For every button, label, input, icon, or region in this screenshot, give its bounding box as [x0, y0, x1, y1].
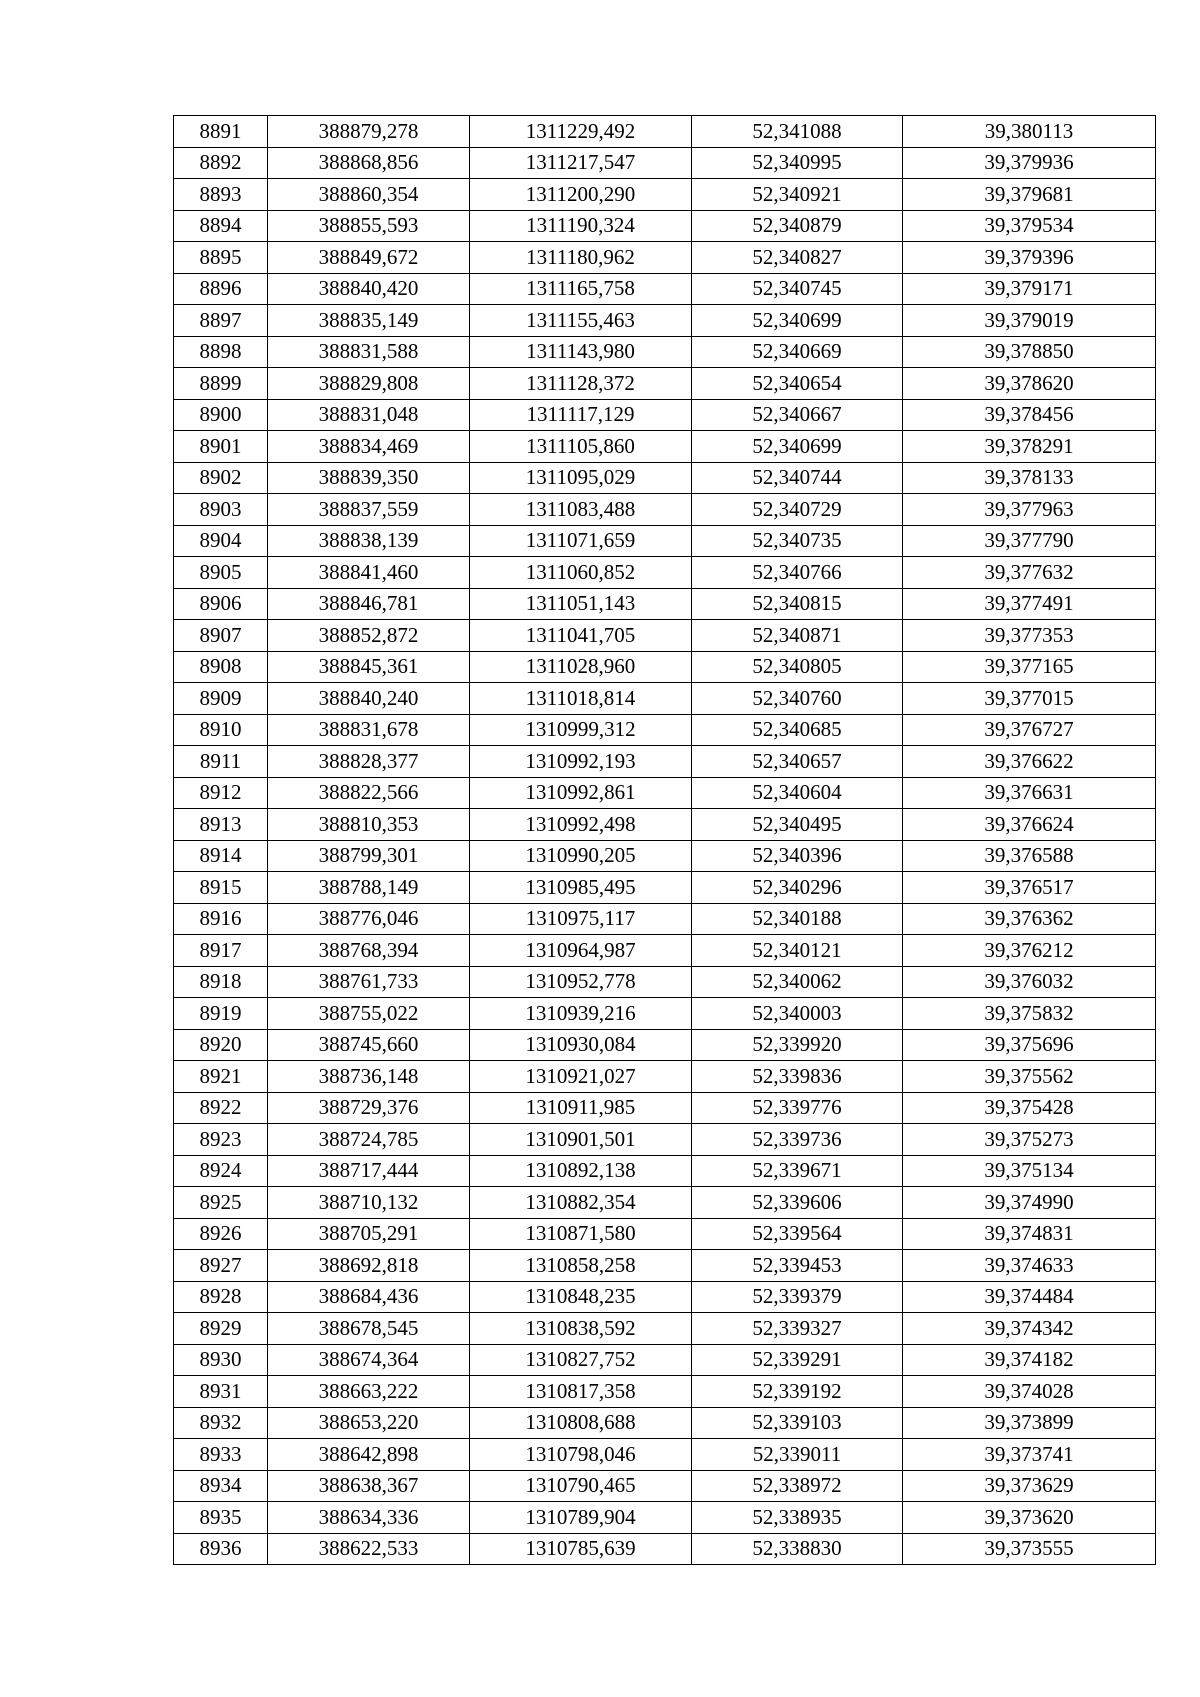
x-coordinate-cell: 388855,593 — [268, 210, 470, 242]
longitude-cell: 39,378456 — [903, 399, 1156, 431]
y-coordinate-cell: 1310817,358 — [470, 1376, 692, 1408]
y-coordinate-cell: 1310798,046 — [470, 1439, 692, 1471]
longitude-cell: 39,375832 — [903, 998, 1156, 1030]
x-coordinate-cell: 388829,808 — [268, 368, 470, 400]
longitude-cell: 39,374633 — [903, 1250, 1156, 1282]
longitude-cell: 39,373555 — [903, 1533, 1156, 1565]
latitude-cell: 52,339192 — [692, 1376, 903, 1408]
point-number-cell: 8897 — [174, 305, 268, 337]
table-row — [174, 588, 1156, 620]
table-row — [174, 1250, 1156, 1282]
point-number-cell: 8918 — [174, 966, 268, 998]
point-number-cell: 8925 — [174, 1187, 268, 1219]
y-coordinate-cell: 1310808,688 — [470, 1407, 692, 1439]
table-row — [174, 683, 1156, 715]
latitude-cell: 52,339327 — [692, 1313, 903, 1345]
table-row — [174, 840, 1156, 872]
y-coordinate-cell: 1310985,495 — [470, 872, 692, 904]
latitude-cell: 52,341088 — [692, 116, 903, 148]
y-coordinate-cell: 1310999,312 — [470, 714, 692, 746]
longitude-cell: 39,374342 — [903, 1313, 1156, 1345]
y-coordinate-cell: 1310789,904 — [470, 1502, 692, 1534]
latitude-cell: 52,340604 — [692, 777, 903, 809]
point-number-cell: 8914 — [174, 840, 268, 872]
y-coordinate-cell: 1310827,752 — [470, 1344, 692, 1376]
x-coordinate-cell: 388868,856 — [268, 147, 470, 179]
x-coordinate-cell: 388788,149 — [268, 872, 470, 904]
latitude-cell: 52,340729 — [692, 494, 903, 526]
y-coordinate-cell: 1310930,084 — [470, 1029, 692, 1061]
point-number-cell: 8911 — [174, 746, 268, 778]
latitude-cell: 52,340669 — [692, 336, 903, 368]
longitude-cell: 39,374028 — [903, 1376, 1156, 1408]
x-coordinate-cell: 388678,545 — [268, 1313, 470, 1345]
latitude-cell: 52,340699 — [692, 431, 903, 463]
table-row — [174, 557, 1156, 589]
longitude-cell: 39,379396 — [903, 242, 1156, 274]
latitude-cell: 52,339736 — [692, 1124, 903, 1156]
y-coordinate-cell: 1310911,985 — [470, 1092, 692, 1124]
table-row — [174, 1218, 1156, 1250]
y-coordinate-cell: 1311028,960 — [470, 651, 692, 683]
point-number-cell: 8933 — [174, 1439, 268, 1471]
longitude-cell: 39,378620 — [903, 368, 1156, 400]
longitude-cell: 39,379019 — [903, 305, 1156, 337]
y-coordinate-cell: 1311217,547 — [470, 147, 692, 179]
point-number-cell: 8894 — [174, 210, 268, 242]
x-coordinate-cell: 388761,733 — [268, 966, 470, 998]
point-number-cell: 8901 — [174, 431, 268, 463]
table-row — [174, 305, 1156, 337]
point-number-cell: 8928 — [174, 1281, 268, 1313]
longitude-cell: 39,374182 — [903, 1344, 1156, 1376]
latitude-cell: 52,339776 — [692, 1092, 903, 1124]
longitude-cell: 39,377353 — [903, 620, 1156, 652]
latitude-cell: 52,338972 — [692, 1470, 903, 1502]
table-row — [174, 1533, 1156, 1565]
table-row — [174, 903, 1156, 935]
latitude-cell: 52,340995 — [692, 147, 903, 179]
point-number-cell: 8912 — [174, 777, 268, 809]
latitude-cell: 52,340827 — [692, 242, 903, 274]
x-coordinate-cell: 388705,291 — [268, 1218, 470, 1250]
table-row — [174, 1281, 1156, 1313]
point-number-cell: 8908 — [174, 651, 268, 683]
table-row — [174, 494, 1156, 526]
y-coordinate-cell: 1311180,962 — [470, 242, 692, 274]
x-coordinate-cell: 388828,377 — [268, 746, 470, 778]
latitude-cell: 52,339606 — [692, 1187, 903, 1219]
table-row — [174, 872, 1156, 904]
x-coordinate-cell: 388822,566 — [268, 777, 470, 809]
table-row — [174, 368, 1156, 400]
y-coordinate-cell: 1310939,216 — [470, 998, 692, 1030]
table-row — [174, 1155, 1156, 1187]
x-coordinate-cell: 388638,367 — [268, 1470, 470, 1502]
latitude-cell: 52,339103 — [692, 1407, 903, 1439]
x-coordinate-cell: 388724,785 — [268, 1124, 470, 1156]
longitude-cell: 39,377963 — [903, 494, 1156, 526]
latitude-cell: 52,340667 — [692, 399, 903, 431]
point-number-cell: 8924 — [174, 1155, 268, 1187]
longitude-cell: 39,377165 — [903, 651, 1156, 683]
latitude-cell: 52,340879 — [692, 210, 903, 242]
latitude-cell: 52,339920 — [692, 1029, 903, 1061]
longitude-cell: 39,375428 — [903, 1092, 1156, 1124]
table-row — [174, 116, 1156, 148]
point-number-cell: 8921 — [174, 1061, 268, 1093]
table-row — [174, 1061, 1156, 1093]
point-number-cell: 8936 — [174, 1533, 268, 1565]
x-coordinate-cell: 388840,420 — [268, 273, 470, 305]
table-row — [174, 1029, 1156, 1061]
longitude-cell: 39,378850 — [903, 336, 1156, 368]
x-coordinate-cell: 388663,222 — [268, 1376, 470, 1408]
latitude-cell: 52,340657 — [692, 746, 903, 778]
point-number-cell: 8923 — [174, 1124, 268, 1156]
table-row — [174, 777, 1156, 809]
y-coordinate-cell: 1310952,778 — [470, 966, 692, 998]
x-coordinate-cell: 388768,394 — [268, 935, 470, 967]
x-coordinate-cell: 388736,148 — [268, 1061, 470, 1093]
y-coordinate-cell: 1310858,258 — [470, 1250, 692, 1282]
longitude-cell: 39,379534 — [903, 210, 1156, 242]
x-coordinate-cell: 388838,139 — [268, 525, 470, 557]
x-coordinate-cell: 388839,350 — [268, 462, 470, 494]
point-number-cell: 8909 — [174, 683, 268, 715]
table-row — [174, 210, 1156, 242]
x-coordinate-cell: 388622,533 — [268, 1533, 470, 1565]
x-coordinate-cell: 388653,220 — [268, 1407, 470, 1439]
latitude-cell: 52,340495 — [692, 809, 903, 841]
latitude-cell: 52,339011 — [692, 1439, 903, 1471]
longitude-cell: 39,376631 — [903, 777, 1156, 809]
latitude-cell: 52,340871 — [692, 620, 903, 652]
longitude-cell: 39,379171 — [903, 273, 1156, 305]
table-row — [174, 1376, 1156, 1408]
y-coordinate-cell: 1311060,852 — [470, 557, 692, 589]
latitude-cell: 52,340735 — [692, 525, 903, 557]
longitude-cell: 39,378291 — [903, 431, 1156, 463]
table-row — [174, 399, 1156, 431]
longitude-cell: 39,376588 — [903, 840, 1156, 872]
y-coordinate-cell: 1310921,027 — [470, 1061, 692, 1093]
latitude-cell: 52,339379 — [692, 1281, 903, 1313]
point-number-cell: 8904 — [174, 525, 268, 557]
x-coordinate-cell: 388831,678 — [268, 714, 470, 746]
point-number-cell: 8892 — [174, 147, 268, 179]
table-row — [174, 1407, 1156, 1439]
y-coordinate-cell: 1311165,758 — [470, 273, 692, 305]
longitude-cell: 39,373741 — [903, 1439, 1156, 1471]
point-number-cell: 8903 — [174, 494, 268, 526]
table-row — [174, 746, 1156, 778]
longitude-cell: 39,377015 — [903, 683, 1156, 715]
x-coordinate-cell: 388840,240 — [268, 683, 470, 715]
x-coordinate-cell: 388692,818 — [268, 1250, 470, 1282]
point-number-cell: 8910 — [174, 714, 268, 746]
x-coordinate-cell: 388674,364 — [268, 1344, 470, 1376]
longitude-cell: 39,375273 — [903, 1124, 1156, 1156]
x-coordinate-cell: 388684,436 — [268, 1281, 470, 1313]
point-number-cell: 8932 — [174, 1407, 268, 1439]
x-coordinate-cell: 388837,559 — [268, 494, 470, 526]
point-number-cell: 8917 — [174, 935, 268, 967]
longitude-cell: 39,376622 — [903, 746, 1156, 778]
x-coordinate-cell: 388860,354 — [268, 179, 470, 211]
longitude-cell: 39,375562 — [903, 1061, 1156, 1093]
latitude-cell: 52,340062 — [692, 966, 903, 998]
longitude-cell: 39,379681 — [903, 179, 1156, 211]
x-coordinate-cell: 388717,444 — [268, 1155, 470, 1187]
latitude-cell: 52,340296 — [692, 872, 903, 904]
y-coordinate-cell: 1310992,861 — [470, 777, 692, 809]
longitude-cell: 39,376212 — [903, 935, 1156, 967]
latitude-cell: 52,339564 — [692, 1218, 903, 1250]
latitude-cell: 52,340188 — [692, 903, 903, 935]
longitude-cell: 39,376727 — [903, 714, 1156, 746]
x-coordinate-cell: 388845,361 — [268, 651, 470, 683]
y-coordinate-cell: 1310848,235 — [470, 1281, 692, 1313]
table-row — [174, 273, 1156, 305]
longitude-cell: 39,376517 — [903, 872, 1156, 904]
x-coordinate-cell: 388846,781 — [268, 588, 470, 620]
x-coordinate-cell: 388729,376 — [268, 1092, 470, 1124]
y-coordinate-cell: 1310964,987 — [470, 935, 692, 967]
point-number-cell: 8896 — [174, 273, 268, 305]
point-number-cell: 8929 — [174, 1313, 268, 1345]
y-coordinate-cell: 1311190,324 — [470, 210, 692, 242]
longitude-cell: 39,375134 — [903, 1155, 1156, 1187]
longitude-cell: 39,379936 — [903, 147, 1156, 179]
point-number-cell: 8934 — [174, 1470, 268, 1502]
coordinates-table — [173, 115, 1156, 1565]
latitude-cell: 52,339453 — [692, 1250, 903, 1282]
y-coordinate-cell: 1311229,492 — [470, 116, 692, 148]
point-number-cell: 8920 — [174, 1029, 268, 1061]
table-row — [174, 179, 1156, 211]
table-row — [174, 651, 1156, 683]
latitude-cell: 52,339836 — [692, 1061, 903, 1093]
table-row — [174, 1313, 1156, 1345]
latitude-cell: 52,340815 — [692, 588, 903, 620]
point-number-cell: 8919 — [174, 998, 268, 1030]
table-row — [174, 431, 1156, 463]
table-row — [174, 935, 1156, 967]
x-coordinate-cell: 388799,301 — [268, 840, 470, 872]
point-number-cell: 8900 — [174, 399, 268, 431]
table-row — [174, 998, 1156, 1030]
latitude-cell: 52,340766 — [692, 557, 903, 589]
table-row — [174, 1470, 1156, 1502]
table-row — [174, 714, 1156, 746]
table-row — [174, 620, 1156, 652]
longitude-cell: 39,374990 — [903, 1187, 1156, 1219]
table-row — [174, 1344, 1156, 1376]
longitude-cell: 39,373899 — [903, 1407, 1156, 1439]
table-row — [174, 809, 1156, 841]
coordinates-table-body — [174, 116, 1156, 1565]
longitude-cell: 39,376624 — [903, 809, 1156, 841]
table-row — [174, 462, 1156, 494]
latitude-cell: 52,340685 — [692, 714, 903, 746]
point-number-cell: 8931 — [174, 1376, 268, 1408]
point-number-cell: 8906 — [174, 588, 268, 620]
longitude-cell: 39,377632 — [903, 557, 1156, 589]
y-coordinate-cell: 1311018,814 — [470, 683, 692, 715]
point-number-cell: 8916 — [174, 903, 268, 935]
latitude-cell: 52,338830 — [692, 1533, 903, 1565]
y-coordinate-cell: 1311128,372 — [470, 368, 692, 400]
longitude-cell: 39,376032 — [903, 966, 1156, 998]
latitude-cell: 52,340003 — [692, 998, 903, 1030]
x-coordinate-cell: 388835,149 — [268, 305, 470, 337]
x-coordinate-cell: 388831,048 — [268, 399, 470, 431]
y-coordinate-cell: 1310992,498 — [470, 809, 692, 841]
longitude-cell: 39,373629 — [903, 1470, 1156, 1502]
point-number-cell: 8893 — [174, 179, 268, 211]
y-coordinate-cell: 1310892,138 — [470, 1155, 692, 1187]
table-row — [174, 1092, 1156, 1124]
x-coordinate-cell: 388841,460 — [268, 557, 470, 589]
y-coordinate-cell: 1311105,860 — [470, 431, 692, 463]
latitude-cell: 52,340805 — [692, 651, 903, 683]
x-coordinate-cell: 388852,872 — [268, 620, 470, 652]
latitude-cell: 52,339671 — [692, 1155, 903, 1187]
x-coordinate-cell: 388879,278 — [268, 116, 470, 148]
latitude-cell: 52,339291 — [692, 1344, 903, 1376]
longitude-cell: 39,376362 — [903, 903, 1156, 935]
point-number-cell: 8927 — [174, 1250, 268, 1282]
y-coordinate-cell: 1310990,205 — [470, 840, 692, 872]
y-coordinate-cell: 1310901,501 — [470, 1124, 692, 1156]
table-row — [174, 147, 1156, 179]
y-coordinate-cell: 1311051,143 — [470, 588, 692, 620]
point-number-cell: 8935 — [174, 1502, 268, 1534]
y-coordinate-cell: 1311083,488 — [470, 494, 692, 526]
latitude-cell: 52,340744 — [692, 462, 903, 494]
x-coordinate-cell: 388710,132 — [268, 1187, 470, 1219]
point-number-cell: 8913 — [174, 809, 268, 841]
x-coordinate-cell: 388642,898 — [268, 1439, 470, 1471]
point-number-cell: 8898 — [174, 336, 268, 368]
table-row — [174, 966, 1156, 998]
longitude-cell: 39,375696 — [903, 1029, 1156, 1061]
longitude-cell: 39,380113 — [903, 116, 1156, 148]
latitude-cell: 52,338935 — [692, 1502, 903, 1534]
latitude-cell: 52,340121 — [692, 935, 903, 967]
point-number-cell: 8895 — [174, 242, 268, 274]
y-coordinate-cell: 1311155,463 — [470, 305, 692, 337]
latitude-cell: 52,340760 — [692, 683, 903, 715]
table-row — [174, 242, 1156, 274]
point-number-cell: 8891 — [174, 116, 268, 148]
x-coordinate-cell: 388776,046 — [268, 903, 470, 935]
y-coordinate-cell: 1311143,980 — [470, 336, 692, 368]
x-coordinate-cell: 388834,469 — [268, 431, 470, 463]
longitude-cell: 39,374484 — [903, 1281, 1156, 1313]
y-coordinate-cell: 1311095,029 — [470, 462, 692, 494]
x-coordinate-cell: 388831,588 — [268, 336, 470, 368]
latitude-cell: 52,340921 — [692, 179, 903, 211]
table-row — [174, 1439, 1156, 1471]
x-coordinate-cell: 388755,022 — [268, 998, 470, 1030]
y-coordinate-cell: 1310790,465 — [470, 1470, 692, 1502]
table-row — [174, 336, 1156, 368]
point-number-cell: 8907 — [174, 620, 268, 652]
y-coordinate-cell: 1310785,639 — [470, 1533, 692, 1565]
table-row — [174, 1187, 1156, 1219]
y-coordinate-cell: 1311200,290 — [470, 179, 692, 211]
point-number-cell: 8926 — [174, 1218, 268, 1250]
point-number-cell: 8915 — [174, 872, 268, 904]
x-coordinate-cell: 388745,660 — [268, 1029, 470, 1061]
y-coordinate-cell: 1310992,193 — [470, 746, 692, 778]
longitude-cell: 39,378133 — [903, 462, 1156, 494]
latitude-cell: 52,340654 — [692, 368, 903, 400]
table-row — [174, 525, 1156, 557]
point-number-cell: 8902 — [174, 462, 268, 494]
y-coordinate-cell: 1310882,354 — [470, 1187, 692, 1219]
longitude-cell: 39,377491 — [903, 588, 1156, 620]
point-number-cell: 8905 — [174, 557, 268, 589]
latitude-cell: 52,340699 — [692, 305, 903, 337]
table-row — [174, 1124, 1156, 1156]
y-coordinate-cell: 1310871,580 — [470, 1218, 692, 1250]
point-number-cell: 8899 — [174, 368, 268, 400]
y-coordinate-cell: 1311117,129 — [470, 399, 692, 431]
y-coordinate-cell: 1310838,592 — [470, 1313, 692, 1345]
latitude-cell: 52,340396 — [692, 840, 903, 872]
y-coordinate-cell: 1310975,117 — [470, 903, 692, 935]
x-coordinate-cell: 388634,336 — [268, 1502, 470, 1534]
point-number-cell: 8922 — [174, 1092, 268, 1124]
longitude-cell: 39,374831 — [903, 1218, 1156, 1250]
table-row — [174, 1502, 1156, 1534]
x-coordinate-cell: 388849,672 — [268, 242, 470, 274]
y-coordinate-cell: 1311041,705 — [470, 620, 692, 652]
latitude-cell: 52,340745 — [692, 273, 903, 305]
y-coordinate-cell: 1311071,659 — [470, 525, 692, 557]
x-coordinate-cell: 388810,353 — [268, 809, 470, 841]
point-number-cell: 8930 — [174, 1344, 268, 1376]
longitude-cell: 39,377790 — [903, 525, 1156, 557]
longitude-cell: 39,373620 — [903, 1502, 1156, 1534]
